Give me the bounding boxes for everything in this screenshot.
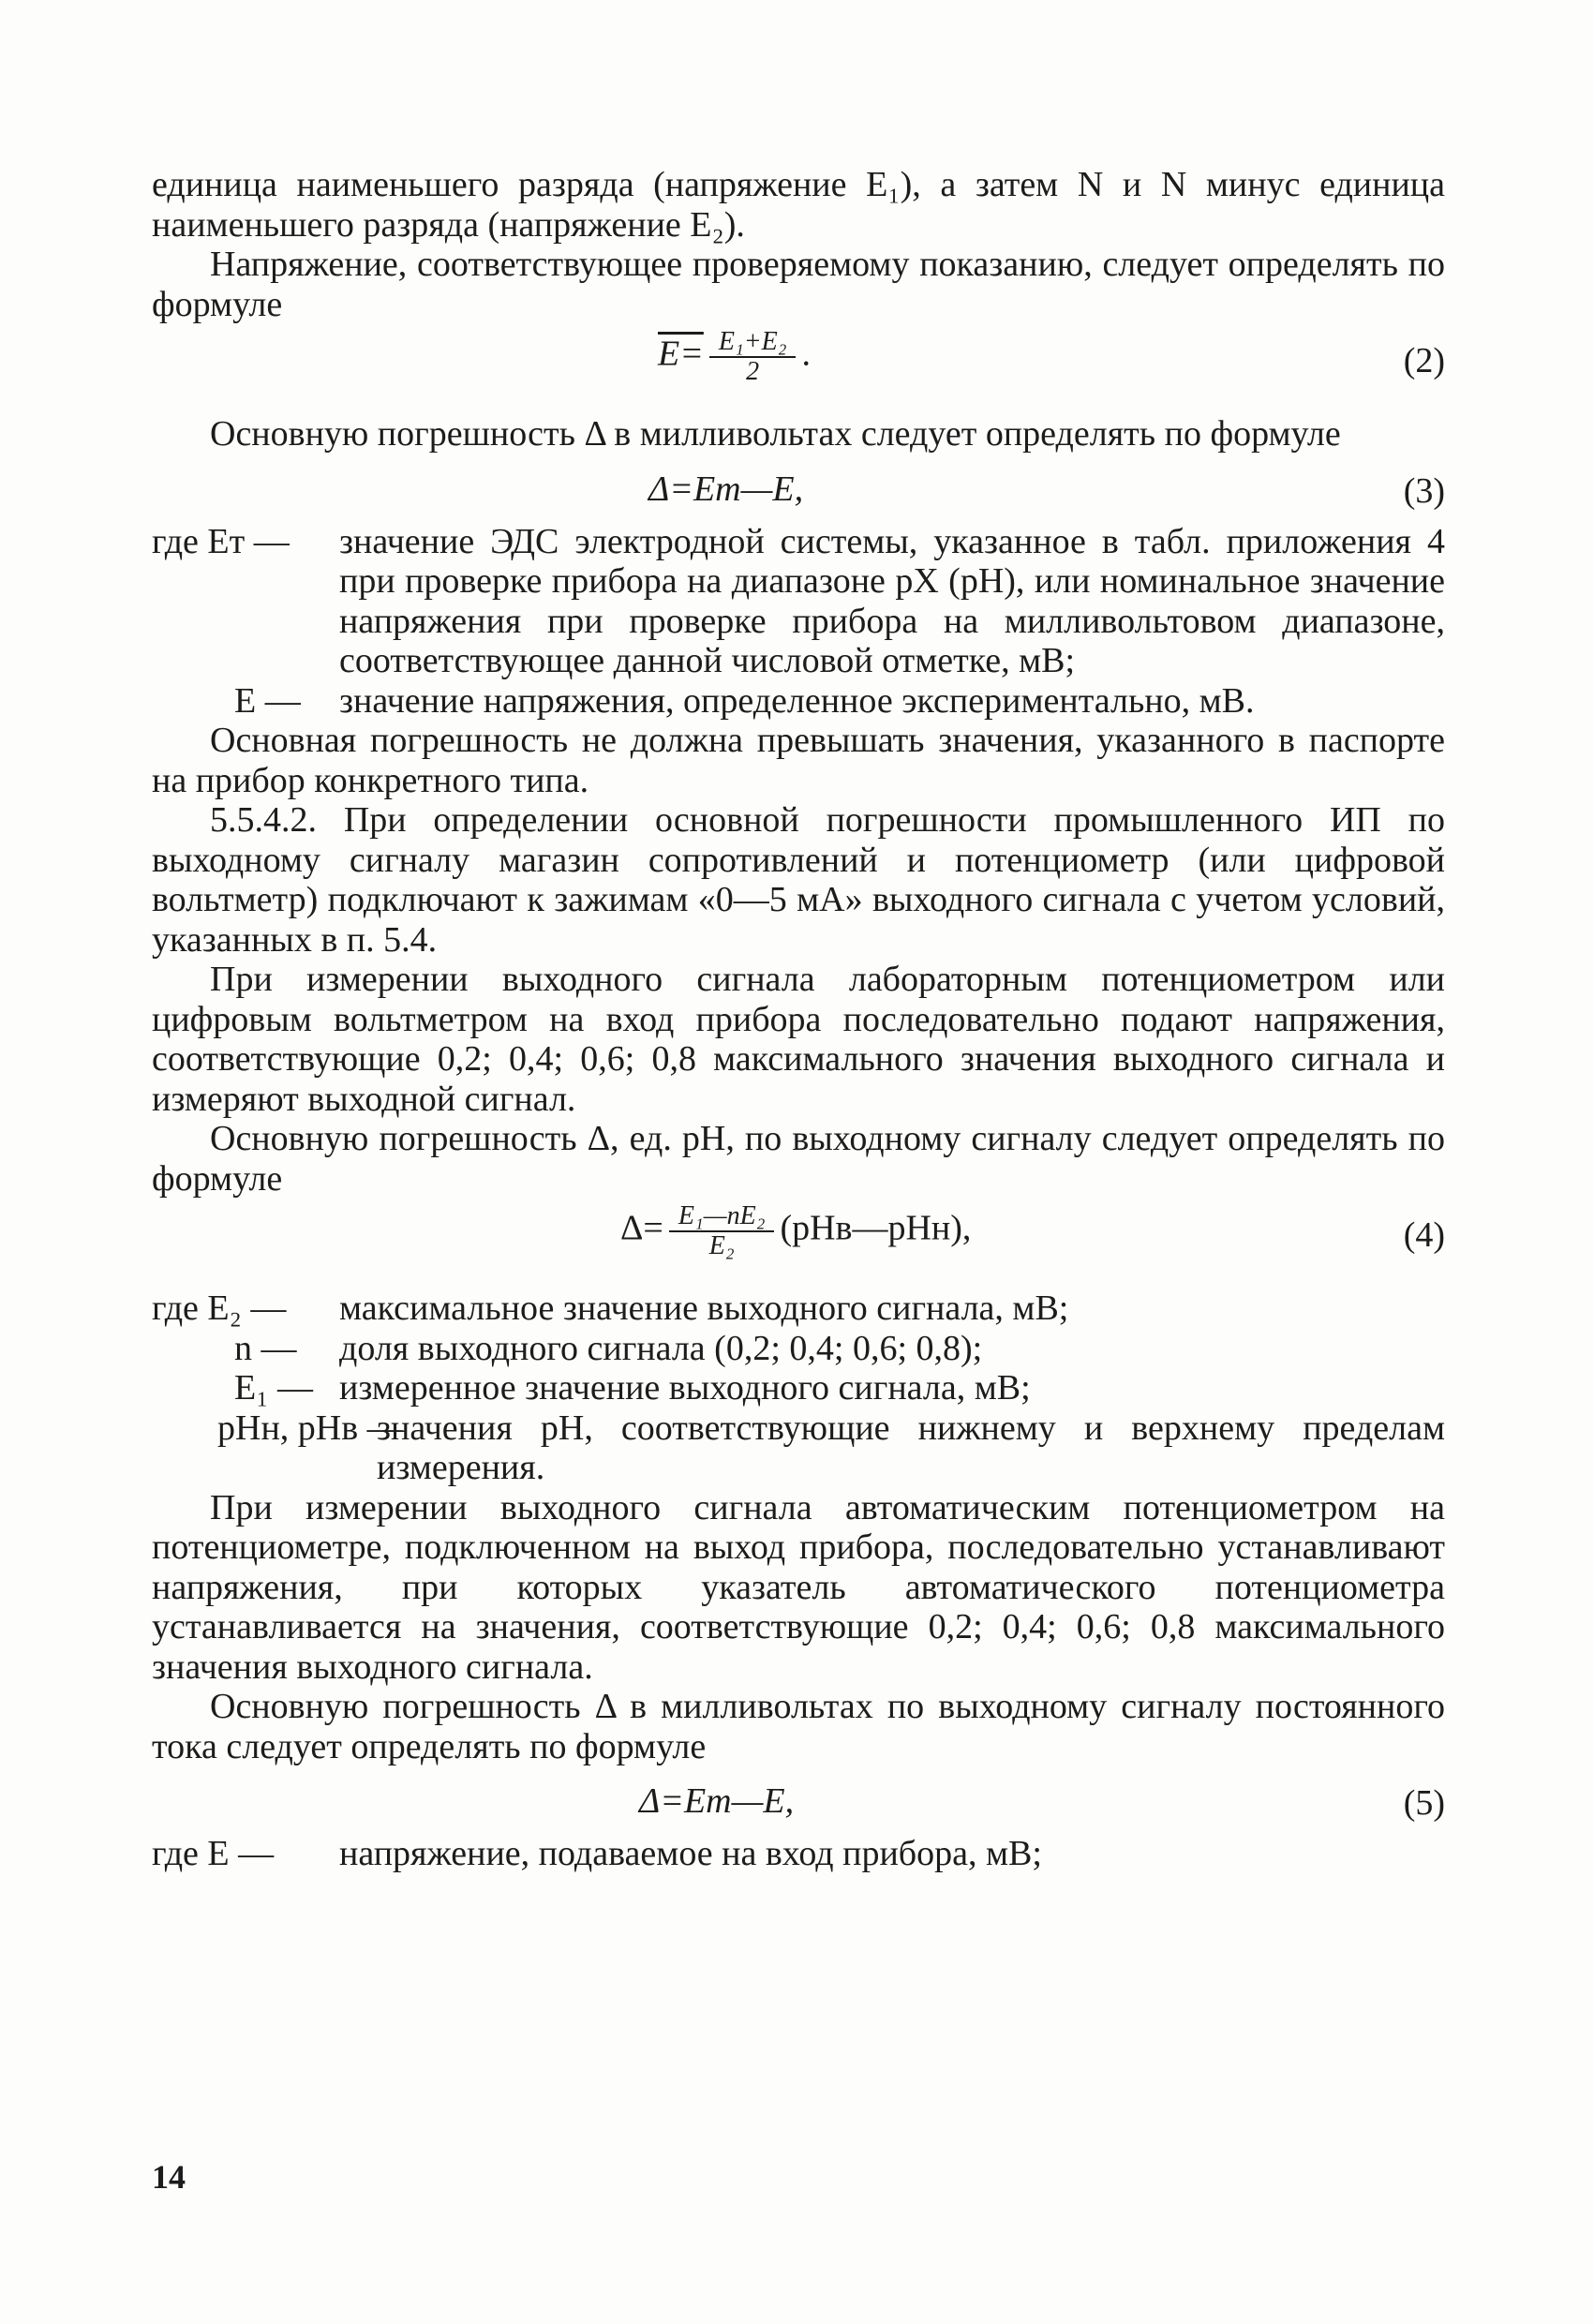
formula-4-tail: (pHв—pHн), [780,1208,972,1248]
formula-5-expression: Δ=Eт—E, [639,1781,795,1821]
formula-2-fraction [709,328,797,386]
definition-item: pHн, pHв — значения pH, соответствующие нижнему и верхнему пределам измерения. [217,1408,1445,1487]
formula-4-fraction [669,1202,775,1260]
definition-item: E₁ — измеренное значение выходного сигнала, мВ; [234,1368,1031,1408]
paragraph: Основную погрешность Δ в милливольтах по выходному сигналу постоянного тока следует определять по формуле [152,1687,1445,1766]
definition-item: где E — напряжение, подаваемое на вход прибора, мВ; [152,1834,1042,1873]
definitions-5 [152,1834,1445,1874]
definitions-3 [152,522,1445,722]
formula-2-denominator: 2 [746,357,760,386]
page-number: 14 [152,2158,186,2196]
paragraph: Напряжение, соответствующее проверяемому показанию, следует определять по формуле [152,245,1445,324]
paragraph: При измерении выходного сигнала лабораторным потенциометром или цифровым вольтметром на вход прибора последовательно подают напряжения, соответствующие 0,2; 0,4; 0,6; 0,8 максимального значения выходного сигнала и измеряют выходной сигнал. [152,960,1445,1119]
formula-4-lhs: Δ= [620,1208,663,1248]
formula-3 [152,458,1445,516]
paragraph-continuation: единица наименьшего разряда (напряжение E₁), а затем N и N минус единица наименьшего разряда (напряжение E₂). [152,165,1445,245]
formula-2-numerator: E₁+E₂ [709,328,797,358]
formula-3-expression: Δ=Eт—E, [648,469,804,509]
paragraph: При измерении выходного сигнала автоматическим потенциометром на потенциометре, подключенном на выход прибора, последовательно устанавливают напряжения, при которых указатель автоматического потенциометра устанавливается на значения, соответствующие 0,2; 0,4; 0,6; 0,8 максимального значения выходного сигнала. [152,1487,1445,1687]
definition-item: где E₂ — максимальное значение выходного сигнала, мВ; [152,1289,1069,1328]
definitions-4 [152,1289,1445,1488]
text-column [152,165,1445,1874]
paragraph: Основная погрешность не должна превышать значения, указанного в паспорте на прибор конкретного типа. [152,721,1445,800]
paragraph: Основную погрешность Δ, ед. pH, по выходному сигналу следует определять по формуле [152,1119,1445,1199]
formula-4-numerator: E₁—nE₂ [669,1202,775,1232]
definition-item: где Eт — значение ЭДС электродной системы, указанное в табл. приложения 4 при проверке прибора на диапазоне pX (pH), или номинальное значение напряжения при проверке прибора на милливольтовом диапазоне, соответствующее данной числовой отметке, мВ; [152,521,1445,680]
formula-2 [152,328,1445,409]
formula-2-number: (2) [1403,341,1445,380]
paragraph: Основную погрешность Δ в милливольтах следует определять по формуле [210,414,1341,454]
formula-4 [152,1202,1445,1283]
formula-2-tail: . [801,334,811,374]
paragraph-section-5-5-4-2: 5.5.4.2. При определении основной погрешности промышленного ИП по выходному сигналу магазин сопротивлений и потенциометр (или цифровой вольтметр) подключают к зажимам «0—5 мА» выходного сигнала с учетом условий, указанных в п. 5.4. [152,800,1445,960]
formula-4-number: (4) [1403,1215,1445,1255]
formula-5 [152,1770,1445,1828]
definition-item: n — доля выходного сигнала (0,2; 0,4; 0,6; 0,8); [234,1328,983,1368]
formula-3-number: (3) [1403,470,1445,511]
definition-item: E — значение напряжения, определенное экспериментально, мВ. [234,680,1255,721]
formula-2-lhs: E= [658,334,704,374]
formula-5-number: (5) [1403,1783,1445,1823]
formula-4-denominator: E₂ [708,1231,735,1260]
